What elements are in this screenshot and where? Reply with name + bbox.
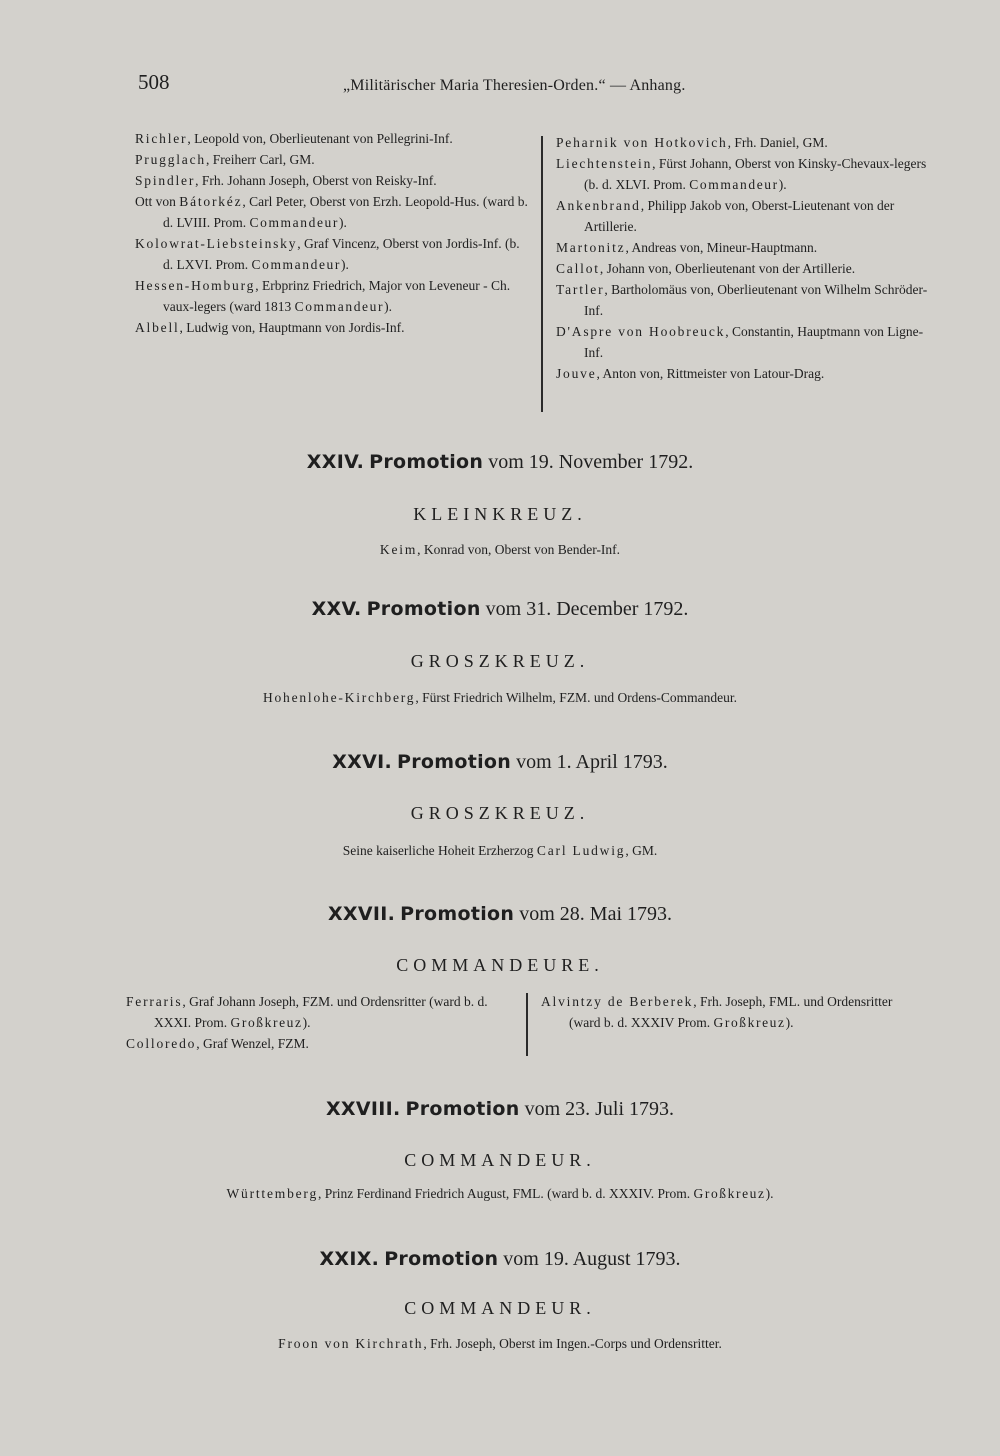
list-item (135, 128, 530, 149)
entry-name: Kolowrat-Liebsteinsky (135, 236, 298, 251)
promotion-heading-29 (0, 1248, 1000, 1271)
entry-text: , Constantin, Hauptmann von Ligne-Inf. (584, 324, 924, 360)
list-item (135, 317, 530, 338)
entry-name: Liechtenstein (556, 156, 653, 171)
promotion-number: XXIV. (306, 451, 365, 473)
entry-name: Carl Ludwig (536, 843, 626, 858)
entry-text: , Freiherr Carl, GM. (205, 152, 315, 167)
entry-text: , Anton von, Rittmeister von Latour-Drag. (596, 366, 825, 381)
entry-prefix: Seine kaiserliche Hoheit Erzherzog (342, 843, 537, 858)
entry-text: , Bartholomäus von, Oberlieutenant von Wilhelm Schröder-Inf. (584, 282, 928, 318)
entry-prefix: Ott von (135, 194, 180, 209)
list-item (0, 843, 1000, 859)
list-item (0, 1336, 1000, 1352)
entry-text: , Graf Johann Joseph, FZM. und Ordensritter (ward b. d. XXXI. Prom. (154, 994, 488, 1030)
entry-text: , Ludwig von, Hauptmann von Jordis-Inf. (179, 320, 405, 335)
commandeure-right-column (541, 991, 927, 1033)
promotion-word: Promotion (366, 598, 481, 620)
entry-text: , Johann von, Oberlieutenant von der Artillerie. (599, 261, 856, 276)
entry-name: Colloredo (126, 1036, 197, 1051)
promotion-number: XXVIII. (325, 1098, 401, 1120)
entry-suffix: ). (765, 1186, 774, 1201)
class-heading: COMMANDEUR. (404, 1150, 596, 1170)
entry-name: Ferraris (126, 994, 183, 1009)
entry-text: , Andreas von, Mineur-Hauptmann. (625, 240, 818, 255)
list-item (556, 237, 942, 258)
entry-suffix: ). (785, 1015, 794, 1030)
entry-name: Peharnik von Hotkovich (556, 135, 728, 150)
column-divider (526, 993, 528, 1056)
list-item (556, 321, 942, 363)
promotion-date: vom 19. November 1792. (488, 451, 694, 473)
promotion-date: vom 1. April 1793. (516, 751, 668, 773)
entry-name: Spindler (135, 173, 196, 188)
entry-text: , Prinz Ferdinand Friedrich August, FML. (ward b. d. XXXIV. Prom. (318, 1186, 694, 1201)
list-item (556, 195, 942, 237)
entry-name: Keim (379, 542, 418, 557)
entry-suffix: ). (302, 1015, 311, 1030)
promotion-date: vom 19. August 1793. (503, 1248, 681, 1270)
class-heading: COMMANDEUR. (404, 1298, 596, 1318)
entry-rank: Großkreuz (693, 1186, 766, 1201)
entry-text: , Philipp Jakob von, Oberst-Lieutenant von der Artillerie. (584, 198, 895, 234)
list-item (126, 991, 518, 1033)
entry-text: , Leopold von, Oberlieutenant von Pellegrini-Inf. (187, 131, 453, 146)
promotion-number: XXIX. (319, 1248, 380, 1270)
entry-name: Froon von Kirchrath (278, 1336, 424, 1351)
promotion-heading-28 (0, 1098, 1000, 1121)
entry-name: D'Aspre von Hoobreuck (556, 324, 726, 339)
entry-name: Jouve (556, 366, 597, 381)
promotion-word: Promotion (397, 751, 512, 773)
entry-text: , Frh. Joseph, FML. und Ordensritter (ward b. d. XXXIV Prom. (569, 994, 893, 1030)
list-item (135, 233, 530, 275)
top-right-column (556, 132, 942, 384)
entry-rank: Großkreuz (713, 1015, 786, 1030)
entry-text: , Frh. Daniel, GM. (727, 135, 828, 150)
list-item (556, 132, 942, 153)
entry-suffix: ). (778, 177, 787, 192)
promotion-number: XXVI. (332, 751, 393, 773)
entry-name: Prugglach (135, 152, 206, 167)
entry-rank: Commandeur (251, 257, 341, 272)
class-heading: KLEINKREUZ. (413, 504, 587, 524)
entry-text: , Fürst Johann, Oberst von Kinsky-Chevaux-legers (b. d. XLVI. Prom. (584, 156, 927, 192)
list-item (0, 1186, 1000, 1202)
page-number: 508 (138, 70, 170, 94)
entry-name: Richler (135, 131, 188, 146)
list-item (126, 1033, 518, 1054)
entry-suffix: ). (341, 257, 349, 272)
list-item (135, 191, 530, 233)
entry-text: , Fürst Friedrich Wilhelm, FZM. und Ordens-Commandeur. (415, 690, 738, 705)
commandeure-left-column (126, 991, 518, 1054)
list-item (0, 542, 1000, 558)
list-item (135, 275, 530, 317)
class-heading: GROSZKREUZ. (410, 803, 590, 823)
list-item (0, 690, 1000, 706)
entry-name: Tartler (556, 282, 605, 297)
entry-rank: Commandeur (294, 299, 385, 314)
promotion-date: vom 31. December 1792. (485, 598, 689, 620)
promotion-heading-25 (0, 598, 1000, 621)
list-item (556, 153, 942, 195)
promotion-heading-26 (0, 751, 1000, 774)
entry-name: Ankenbrand (556, 198, 641, 213)
entry-text: , Erbprinz Friedrich, Major von Leveneur - Ch. vaux-legers (ward 1813 (163, 278, 511, 314)
entry-text: , GM. (625, 843, 658, 858)
entry-suffix: ). (339, 215, 347, 230)
running-title: „Militärischer Maria Theresien-Orden.“ — Anhang. (343, 77, 686, 94)
entry-text: , Konrad von, Oberst von Bender-Inf. (417, 542, 621, 557)
entry-name: Callot (556, 261, 600, 276)
entry-suffix: ). (384, 299, 392, 314)
entry-text: , Frh. Joseph, Oberst im Ingen.-Corps und Ordensritter. (423, 1336, 722, 1351)
entry-name: Albell (135, 320, 180, 335)
column-divider (541, 136, 543, 412)
top-left-column (135, 128, 530, 338)
list-item (135, 170, 530, 191)
entry-name: Martonitz (556, 240, 626, 255)
promotion-word: Promotion (400, 903, 515, 925)
entry-rank: Commandeur (689, 177, 779, 192)
entry-name: Württemberg (226, 1186, 319, 1201)
promotion-number: XXVII. (327, 903, 396, 925)
entry-name: Bátorkéz (179, 194, 243, 209)
entry-rank: Großkreuz (230, 1015, 303, 1030)
promotion-date: vom 28. Mai 1793. (519, 903, 673, 925)
entry-rank: Commandeur (249, 215, 339, 230)
entry-text: , Carl Peter, Oberst von Erzh. Leopold-Hus. (ward b. d. LVIII. Prom. (163, 194, 528, 230)
list-item (556, 363, 942, 384)
promotion-heading-27 (0, 903, 1000, 926)
promotion-word: Promotion (369, 451, 484, 473)
promotion-word: Promotion (405, 1098, 520, 1120)
list-item (541, 991, 927, 1033)
promotion-number: XXV. (311, 598, 362, 620)
entry-name: Hessen-Homburg (135, 278, 256, 293)
list-item (135, 149, 530, 170)
promotion-heading-24 (0, 451, 1000, 474)
entry-text: , Graf Vincenz, Oberst von Jordis-Inf. (b. d. LXVI. Prom. (163, 236, 520, 272)
list-item (556, 279, 942, 321)
entry-name: Alvintzy de Berberek (541, 994, 694, 1009)
class-heading: COMMANDEURE. (396, 955, 604, 975)
list-item (556, 258, 942, 279)
entry-text: , Frh. Johann Joseph, Oberst von Reisky-Inf. (195, 173, 437, 188)
promotion-word: Promotion (384, 1248, 499, 1270)
entry-name: Hohenlohe-Kirchberg (262, 690, 416, 705)
promotion-date: vom 23. Juli 1793. (524, 1098, 675, 1120)
class-heading: GROSZKREUZ. (410, 651, 590, 671)
entry-text: , Graf Wenzel, FZM. (196, 1036, 309, 1051)
